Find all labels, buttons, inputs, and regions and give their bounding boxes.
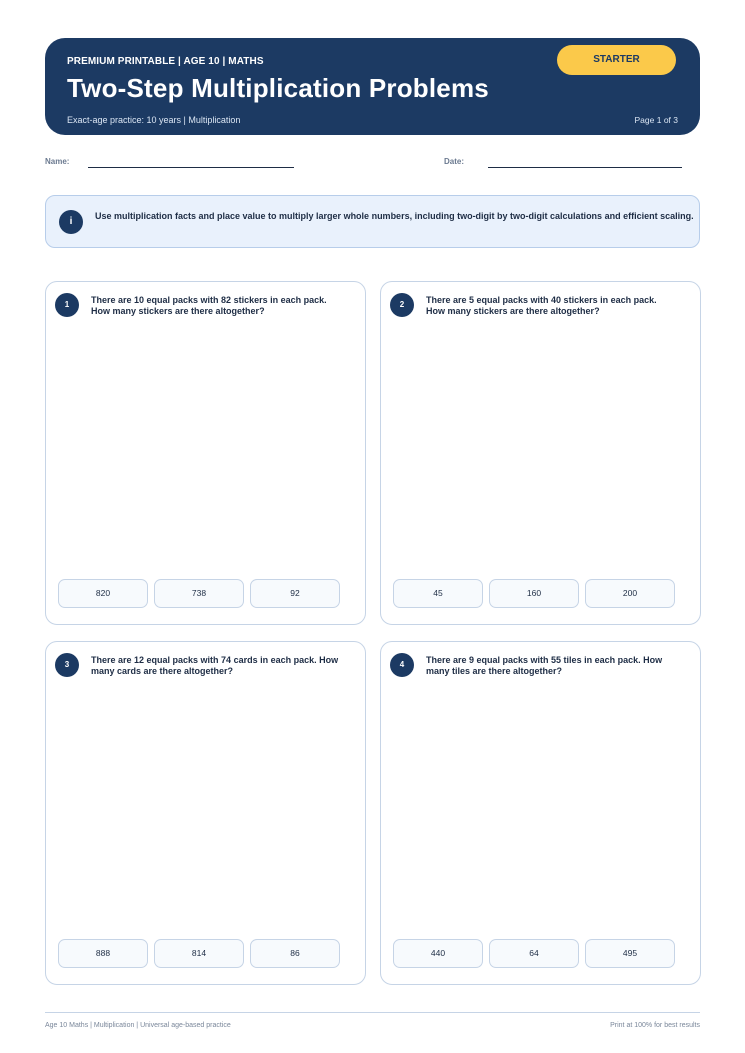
name-label: Name: [45,157,70,166]
info-banner [45,195,700,248]
answer-option[interactable]: 92 [250,579,340,608]
page-number: Page 1 of 3 [634,115,678,125]
answer-option[interactable]: 160 [489,579,579,608]
worksheet-header [45,38,700,135]
answer-option[interactable]: 820 [58,579,148,608]
answer-option[interactable]: 64 [489,939,579,968]
question-number: 2 [390,293,414,317]
header-kicker: PREMIUM PRINTABLE | AGE 10 | MATHS [67,56,264,67]
question-text: There are 5 equal packs with 40 stickers in each pack. How many stickers are there altogether? [426,295,657,316]
footer-left-text: Age 10 Maths | Multiplication | Universal age-based practice [45,1022,231,1029]
question-number: 4 [390,653,414,677]
date-label: Date: [444,157,465,166]
question-card-2 [380,281,701,625]
header-subtitle: Exact-age practice: 10 years | Multiplication [67,115,241,125]
question-text: There are 12 equal packs with 74 cards in each pack. How many cards are there altogether? [91,655,339,676]
level-badge: STARTER [557,45,676,75]
name-line[interactable] [88,167,294,168]
question-card-3 [45,641,366,985]
question-card-1 [45,281,366,625]
answer-option[interactable]: 86 [250,939,340,968]
footer-right-text: Print at 100% for best results [610,1022,700,1029]
question-text: There are 10 equal packs with 82 stickers in each pack. How many stickers are there altogether? [91,295,327,316]
answer-option[interactable]: 440 [393,939,483,968]
page-title: Two-Step Multiplication Problems [67,73,489,103]
answer-option[interactable]: 200 [585,579,675,608]
answer-option[interactable]: 45 [393,579,483,608]
footer-divider [45,1012,700,1013]
date-line[interactable] [488,167,682,168]
question-number: 1 [55,293,79,317]
info-icon: i [59,210,83,234]
info-text: Use multiplication facts and place value to multiply larger whole numbers, including two-digit by two-digit calculations and efficient scaling. [95,211,694,221]
question-card-4 [380,641,701,985]
question-text: There are 9 equal packs with 55 tiles in each pack. How many tiles are there altogether? [426,655,663,676]
answer-option[interactable]: 738 [154,579,244,608]
answer-option[interactable]: 888 [58,939,148,968]
question-number: 3 [55,653,79,677]
answer-option[interactable]: 495 [585,939,675,968]
answer-option[interactable]: 814 [154,939,244,968]
